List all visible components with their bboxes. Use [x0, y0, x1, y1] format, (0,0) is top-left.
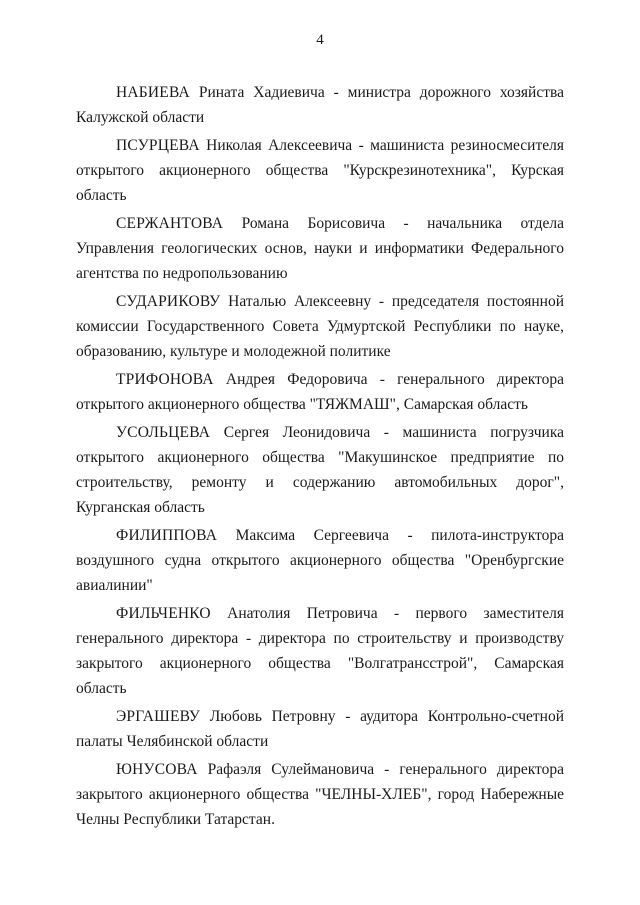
award-entry: [76, 757, 564, 832]
award-entry: [76, 289, 564, 364]
entry-surname: ПСУРЦЕВА: [116, 137, 200, 154]
award-entry: [76, 367, 564, 417]
entry-surname: ЭРГАШЕВУ: [116, 708, 201, 725]
award-entry: [76, 211, 564, 286]
entry-surname: НАБИЕВА: [116, 84, 190, 101]
entry-details: Любовь Петровну - аудитора Контрольно-счетной палаты Челябинской области: [76, 708, 564, 750]
award-list: [76, 80, 564, 835]
entry-surname: ТРИФОНОВА: [116, 371, 214, 388]
entry-details: Николая Алексеевича - машиниста резиносмесителя открытого акционерного общества "Курскрезинотехника", Курская область: [76, 137, 564, 204]
entry-surname: ФИЛЬЧЕНКО: [116, 605, 211, 622]
award-entry: [76, 601, 564, 701]
entry-surname: СЕРЖАНТОВА: [116, 215, 224, 232]
entry-surname: ФИЛИППОВА: [116, 527, 218, 544]
entry-details: Андрея Федоровича - генерального директора открытого акционерного общества "ТЯЖМАШ", Самарская область: [76, 371, 564, 413]
award-entry: [76, 523, 564, 598]
entry-details: Максима Сергеевича - пилота-инструктора воздушного судна открытого акционерного общества "Оренбургские авиалинии": [76, 527, 564, 594]
entry-details: Сергея Леонидовича - машиниста погрузчика открытого акционерного общества "Макушинское предприятие по строительству, ремонту и содержанию автомобильных дорог", Курганская область: [76, 424, 564, 516]
entry-surname: ЮНУСОВА: [116, 761, 198, 778]
entry-details: Романа Борисовича - начальника отдела Управления геологических основ, науки и информатики Федерального агентства по недропользованию: [76, 215, 564, 282]
entry-surname: УСОЛЬЦЕВА: [116, 424, 211, 441]
page-number: 4: [316, 32, 324, 48]
award-entry: [76, 133, 564, 208]
award-entry: [76, 704, 564, 754]
entry-details: Наталью Алексеевну - председателя постоянной комиссии Государственного Совета Удмуртской Республики по науке, образованию, культуре и молодежной политике: [76, 293, 565, 360]
entry-details: Рафаэля Сулеймановича - генерального директора закрытого акционерного общества "ЧЕЛНЫ-ХЛЕБ", город Набережные Челны Республики Татарстан.: [76, 761, 565, 828]
award-entry: [76, 420, 564, 520]
entry-details: Анатолия Петровича - первого заместителя генерального директора - директора по строительству и производству закрытого акционерного общества "Волгатрансстрой", Самарская область: [76, 605, 564, 697]
award-entry: [76, 80, 564, 130]
entry-details: Рината Хадиевича - министра дорожного хозяйства Калужской области: [76, 84, 564, 126]
entry-surname: СУДАРИКОВУ: [116, 293, 221, 310]
